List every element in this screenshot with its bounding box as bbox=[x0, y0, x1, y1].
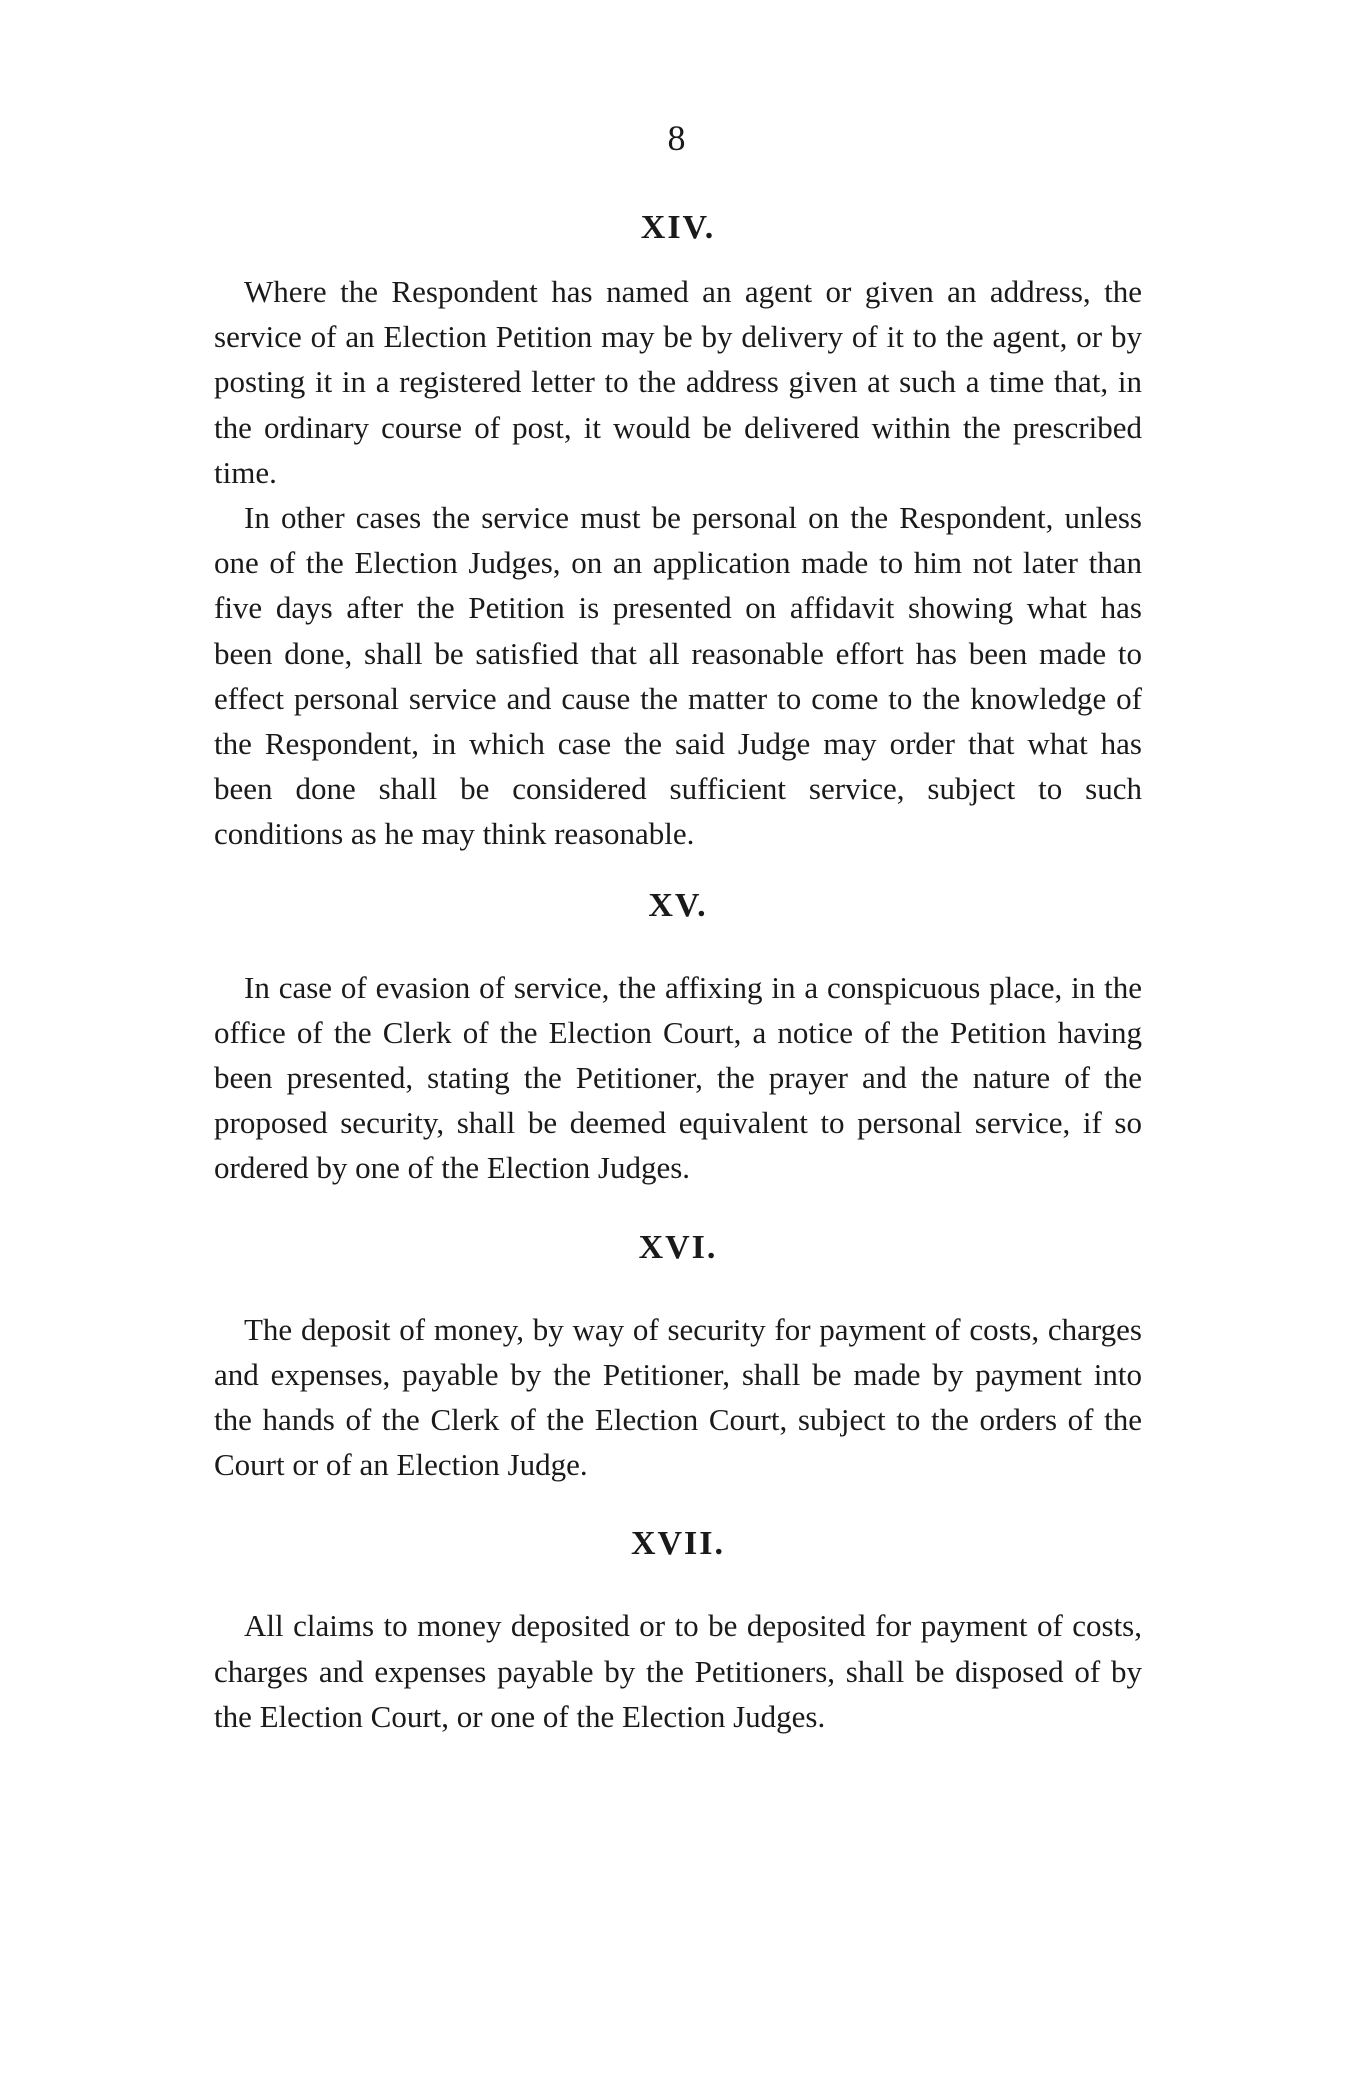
section-heading-xiv: XIV. bbox=[640, 209, 716, 246]
section-xv-paragraph-1: In case of evasion of service, the affixing in a conspicuous place, in the office of the Clerk of the Election Court, a notice of the Petition having been presented, stating the Petitioner, the prayer and the nature of the proposed security, shall be deemed equivalent to personal service, if so ordered by one of the Election Judges. bbox=[214, 969, 1142, 1186]
section-xiv-paragraph-2: In other cases the service must be personal on the Respondent, unless one of the Election Judges, on an application made to him not later than five days after the Petition is presented on affidavit showing what has been done, shall be satisfied that all reasonable effort has been made to effect personal service and cause the matter to come to the knowledge of the Respondent, in which case the said Judge may order that what has been done shall be considered sufficient service, subject to such conditions as he may think reasonable. bbox=[214, 500, 1142, 852]
section-xvi bbox=[214, 1225, 1142, 1488]
page-content bbox=[214, 205, 1142, 1739]
section-xvii bbox=[214, 1521, 1142, 1739]
section-heading-xvii: XVII. bbox=[630, 1525, 726, 1563]
page-number: 8 bbox=[667, 118, 686, 158]
section-heading-xvi: XVI. bbox=[638, 1228, 718, 1266]
section-xvi-paragraph-1: The deposit of money, by way of security for payment of costs, charges and expenses, payable by the Petitioner, shall be made by payment into the hands of the Clerk of the Election Court, subject to the orders of the Court or of an Election Judge. bbox=[214, 1311, 1142, 1483]
section-xv bbox=[214, 883, 1142, 1191]
section-heading-xv: XV. bbox=[648, 886, 708, 924]
section-xiv bbox=[214, 205, 1142, 857]
section-xiv-paragraph-1: Where the Respondent has named an agent or given an address, the service of an Election Petition may be by delivery of it to the agent, or by posting it in a registered letter to the address given at such a time that, in the ordinary course of post, it would be delivered within the prescribed time. bbox=[214, 274, 1142, 490]
section-xvii-paragraph-1: All claims to money deposited or to be deposited for payment of costs, charges and expenses payable by the Petitioners, shall be disposed of by the Election Court, or one of the Election Judges. bbox=[214, 1608, 1142, 1734]
